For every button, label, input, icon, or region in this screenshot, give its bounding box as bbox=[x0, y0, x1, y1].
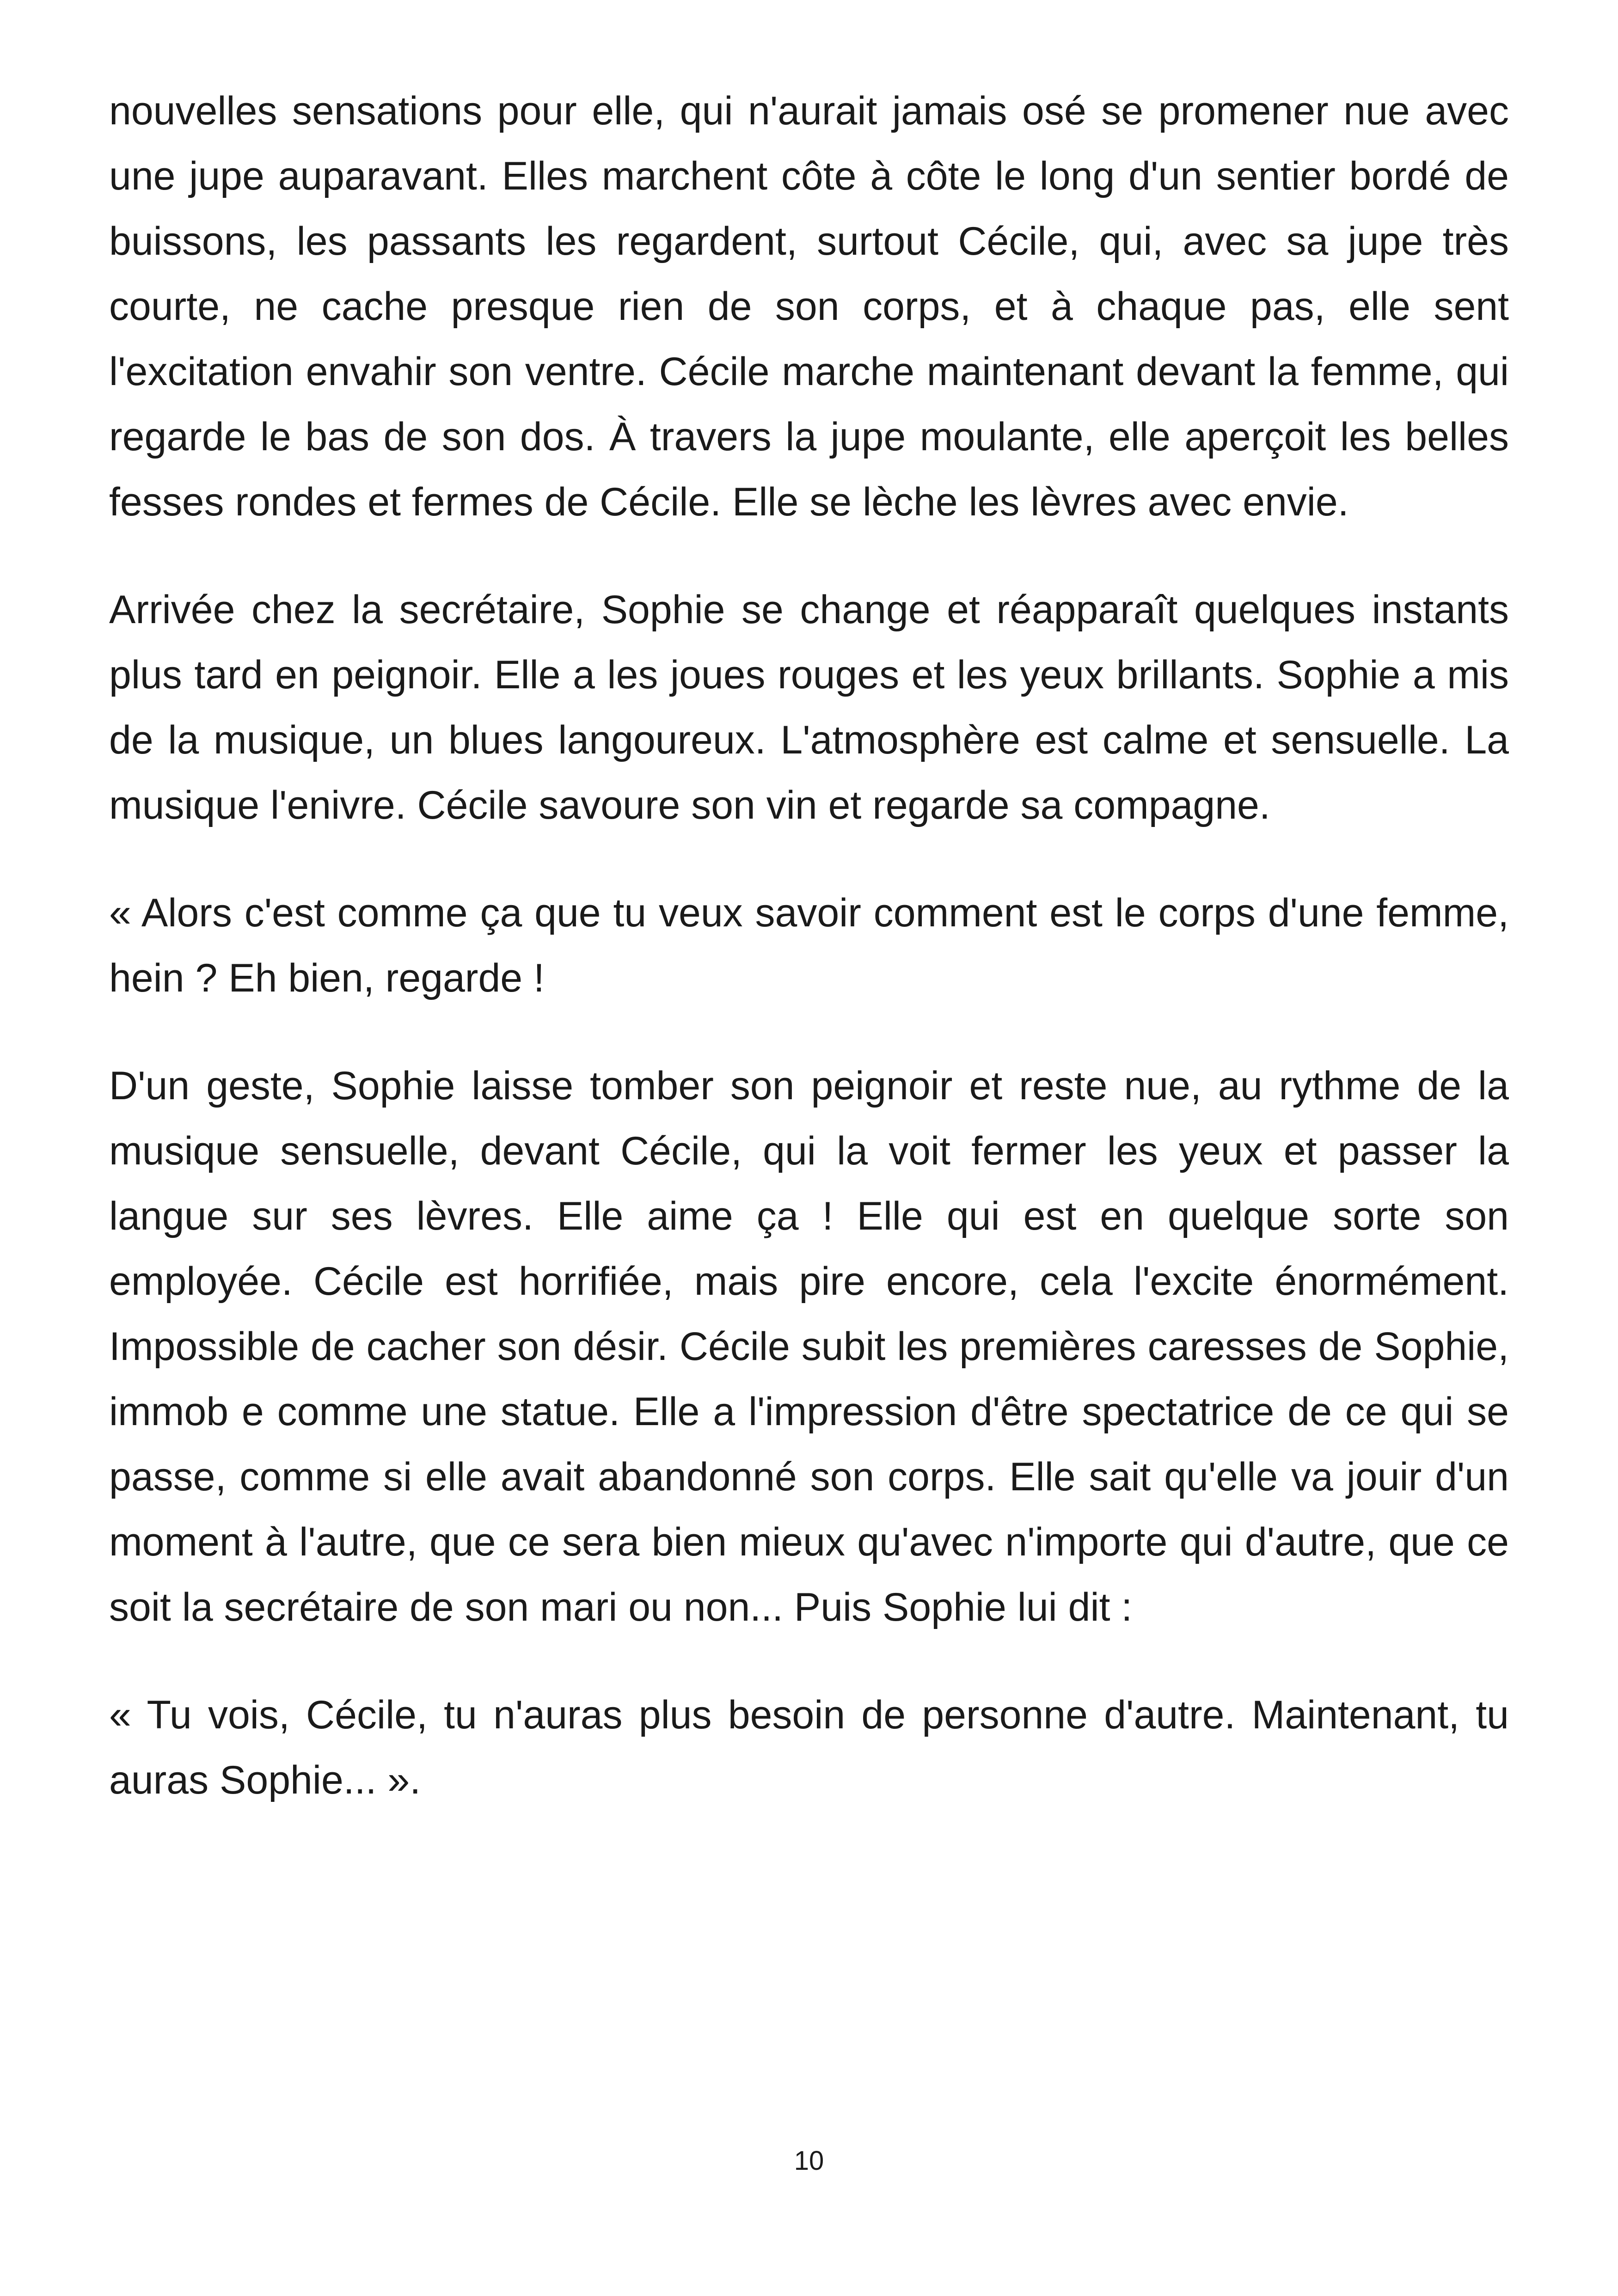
page-body bbox=[109, 79, 1509, 1855]
paragraph-1: nouvelles sensations pour elle, qui n'aurait jamais osé se promener nue avec une jupe auparavant. Elles marchent côte à côte le long d'un sentier bordé de buissons, les passants les regardent, surtout Cécile, qui, avec sa jupe très courte, ne cache presque rien de son corps, et à chaque pas, elle sent l'excitation envahir son ventre. Cécile marche maintenant devant la femme, qui regarde le bas de son dos. À travers la jupe moulante, elle aperçoit les belles fesses rondes et fermes de Cécile. Elle se lèche les lèvres avec envie. bbox=[109, 89, 1509, 524]
paragraph-2: Arrivée chez la secrétaire, Sophie se change et réapparaît quelques instants plus tard en peignoir. Elle a les joues rouges et les yeux brillants. Sophie a mis de la musique, un blues langoureux. L'atmosphère est calme et sensuelle. La musique l'enivre. Cécile savoure son vin et regarde sa compagne. bbox=[109, 588, 1509, 827]
paragraph-5: « Tu vois, Cécile, tu n'auras plus besoin de personne d'autre. Maintenant, tu auras Sophie... ». bbox=[109, 1693, 1509, 1802]
paragraph-3: « Alors c'est comme ça que tu veux savoir comment est le corps d'une femme, hein ? Eh bien, regarde ! bbox=[109, 891, 1509, 1000]
page-number: 10 bbox=[794, 2146, 824, 2176]
paragraph-4: D'un geste, Sophie laisse tomber son peignoir et reste nue, au rythme de la musique sensuelle, devant Cécile, qui la voit fermer les yeux et passer la langue sur ses lèvres. Elle aime ça ! Elle qui est en quelque sorte son employée. Cécile est horrifiée, mais pire encore, cela l'excite énormément. Impossible de cacher son désir. Cécile subit les premières caresses de Sophie, immob e comme une statue. Elle a l'impression d'être spectatrice de ce qui se passe, comme si elle avait abandonné son corps. Elle sait qu'elle va jouir d'un moment à l'autre, que ce sera bien mieux qu'avec n'importe qui d'autre, que ce soit la secrétaire de son mari ou non... Puis Sophie lui dit : bbox=[109, 1064, 1509, 1629]
